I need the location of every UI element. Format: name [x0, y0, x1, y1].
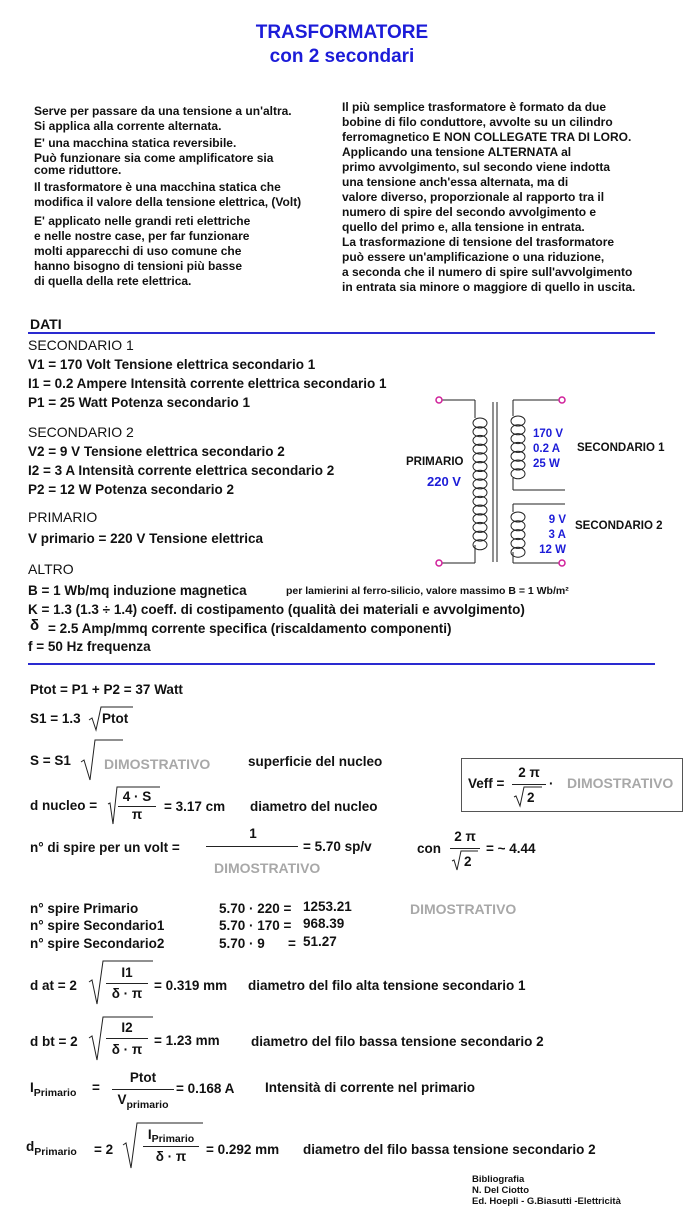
dat-result: = 0.319 mm: [154, 978, 228, 993]
fraction-bar: [512, 784, 546, 785]
intro-line: Applicando una tensione ALTERNATA al: [342, 145, 572, 159]
veff-dot: ·: [549, 776, 554, 791]
value: 3 A: [548, 529, 566, 541]
diagram-primario-voltage: 220 V: [427, 474, 461, 489]
diagram-sec1-label: SECONDARIO 1: [577, 442, 665, 454]
dati-heading: DATI: [30, 316, 62, 332]
ip-lhs-sub: Primario: [33, 1087, 77, 1099]
fraction-bar: [106, 1038, 148, 1039]
intro-line: come riduttore.: [34, 163, 122, 177]
intro-line: Serve per passare da una tensione a un'altra.: [34, 104, 292, 118]
data-line: P2 = 12 W Potenza secondario 2: [28, 482, 234, 497]
spire-value: 968.39: [303, 916, 345, 931]
spire-label: n° spire Secondario1: [30, 918, 165, 933]
secondario2-heading: SECONDARIO 2: [28, 424, 134, 440]
diagram-sec2-label: SECONDARIO 2: [575, 520, 663, 532]
con-numerator: 2 π: [454, 829, 476, 844]
dp-eq: = 2: [94, 1142, 114, 1157]
demo-label: DIMOSTRATIVO: [567, 775, 674, 791]
dp-num-main: I: [147, 1127, 152, 1142]
intro-line: valore diverso, proporzionale al rapporto tra il: [342, 190, 605, 204]
s-formula: S = S1: [30, 753, 71, 768]
demo-label: DIMOSTRATIVO: [410, 901, 517, 917]
intro-line: primo avvolgimento, sul secondo viene indotta: [342, 160, 611, 174]
spv-result: = 5.70 sp/v: [303, 839, 372, 854]
data-line: I2 = 3 A Intensità corrente elettrica secondario 2: [28, 463, 335, 478]
intro-right: [342, 100, 635, 295]
intro-line: può essere un'amplificazione o una riduzione,: [342, 250, 605, 264]
ip-den-sub: primario: [126, 1099, 169, 1111]
fraction-bar: [106, 983, 148, 984]
ip-eq: =: [92, 1080, 100, 1095]
page-title: TRASFORMATORE: [255, 22, 429, 43]
spire-eq: =: [288, 936, 296, 951]
s1-radicand: Ptot: [102, 711, 129, 726]
intro-line: Si applica alla corrente alternata.: [34, 119, 222, 133]
dbt-denominator: δ · π: [111, 1042, 143, 1057]
bib-line: N. Del Ciotto: [472, 1185, 529, 1196]
data-line: f = 50 Hz frequenza: [28, 639, 151, 654]
s1-formula: S1 = 1.3: [30, 711, 81, 726]
intro-line: di quella della rete elettrica.: [34, 274, 192, 288]
secondario1-heading: SECONDARIO 1: [28, 337, 134, 353]
intro-line: a seconda che il numero di spire sull'avvolgimento: [342, 265, 633, 279]
ip-description: Intensità di corrente nel primario: [265, 1080, 476, 1095]
spire-label: n° spire Primario: [30, 901, 139, 916]
demo-label: DIMOSTRATIVO: [104, 756, 211, 772]
spire-expr: 5.70 · 9: [219, 936, 265, 951]
veff-denominator: 2: [527, 790, 535, 805]
spire-expr: 5.70 · 220 =: [219, 901, 292, 916]
intro-line: una tensione anch'essa alternata, ma di: [342, 175, 569, 189]
dat-denominator: δ · π: [111, 986, 143, 1001]
terminal-icon: [559, 560, 565, 566]
dnucleo-denominator: π: [131, 807, 143, 822]
intro-line: Il trasformatore è una macchina statica che: [34, 180, 281, 194]
dbt-lhs: d bt = 2: [30, 1034, 78, 1049]
diagram-sec2-values: [536, 513, 566, 558]
value: 9 V: [548, 514, 566, 526]
diagram-primario-label: PRIMARIO: [406, 456, 464, 468]
divider: [28, 663, 655, 665]
page-subtitle: con 2 secondari: [269, 46, 415, 67]
ip-numerator: Ptot: [129, 1070, 157, 1085]
demo-label: DIMOSTRATIVO: [214, 860, 321, 876]
intro-line: numero di spire del secondo avvolgimento e: [342, 205, 597, 219]
intro-line: E' una macchina statica reversibile.: [34, 136, 237, 150]
con-denominator: 2: [464, 854, 472, 869]
diagram-sec1-values: [533, 427, 563, 472]
data-note: per lamierini al ferro-silicio, valore massimo B = 1 Wb/m²: [286, 585, 569, 597]
intro-line: Può funzionare sia come amplificatore sia: [34, 151, 274, 165]
dat-description: diametro del filo alta tensione secondario 1: [248, 978, 526, 993]
terminal-icon: [436, 560, 442, 566]
intro-line: E' applicato nelle grandi reti elettriche: [34, 214, 251, 228]
altro-heading: ALTRO: [28, 561, 74, 577]
ip-lhs-main: I: [30, 1080, 34, 1095]
dat-lhs: d at = 2: [30, 978, 77, 993]
intro-line: quello del primo e, alla tensione in entrata.: [342, 220, 585, 234]
bib-line: Ed. Hoepli - G.Biasutti -Elettricità: [472, 1196, 621, 1207]
dp-result: = 0.292 mm: [206, 1142, 280, 1157]
dnucleo-result: = 3.17 cm: [164, 799, 226, 814]
intro-line: e nelle nostre case, per far funzionare: [34, 229, 250, 243]
intro-line: ferromagnetico E NON COLLEGATE TRA DI LORO.: [342, 130, 632, 144]
spire-expr: 5.70 · 170 =: [219, 918, 292, 933]
spv-numerator: 1: [249, 826, 257, 841]
intro-line: Il più semplice trasformatore è formato da due: [342, 100, 607, 114]
ptot-formula: Ptot = P1 + P2 = 37 Watt: [30, 682, 183, 697]
data-line: V2 = 9 V Tensione elettrica secondario 2: [28, 444, 285, 459]
intro-left: [34, 104, 301, 289]
intro-line: hanno bisogno di tensioni più basse: [34, 259, 243, 273]
value: 0.2 A: [533, 443, 561, 455]
dnucleo-description: diametro del nucleo: [250, 799, 378, 814]
dp-numerator: [143, 1127, 199, 1145]
bib-line: Bibliografia: [472, 1174, 525, 1185]
dp-description: diametro del filo bassa tensione secondario 2: [303, 1142, 596, 1157]
data-line: V1 = 170 Volt Tensione elettrica secondario 1: [28, 357, 316, 372]
dp-denominator: δ · π: [155, 1149, 187, 1164]
dp-num-sub: Primario: [151, 1133, 195, 1145]
spire-value: 51.27: [303, 934, 337, 949]
ip-lhs: [30, 1080, 76, 1099]
intro-line: molti apparecchi di uso comune che: [34, 244, 242, 258]
fraction-bar: [206, 846, 298, 847]
intro-line: modifica il valore della tensione elettrica, (Volt): [34, 195, 302, 209]
value: 12 W: [539, 544, 566, 556]
ip-den-main: V: [117, 1092, 127, 1107]
spire-value: 1253.21: [303, 899, 352, 914]
data-line: V primario = 220 V Tensione elettrica: [28, 531, 263, 546]
fraction-bar: [112, 1089, 174, 1090]
dp-lhs-main: d: [26, 1139, 35, 1154]
dp-lhs-sub: Primario: [34, 1146, 77, 1158]
dnucleo-numerator: 4 · S: [122, 789, 152, 804]
fraction-bar: [450, 848, 480, 849]
terminal-icon: [436, 397, 442, 403]
ip-result: = 0.168 A: [176, 1081, 235, 1096]
intro-line: in entrata sia minore o maggiore di quello in uscita.: [342, 280, 636, 294]
dbt-numerator: I2: [121, 1020, 133, 1035]
spire-label: n° spire Secondario2: [30, 936, 165, 951]
spv-lhs: n° di spire per un volt =: [30, 840, 180, 855]
s-description: superficie del nucleo: [248, 754, 383, 769]
terminal-icon: [559, 397, 565, 403]
data-line: B = 1 Wb/mq induzione magnetica: [28, 583, 247, 598]
dbt-result: = 1.23 mm: [154, 1033, 220, 1048]
intro-line: bobine di filo conduttore, avvolte su un cilindro: [342, 115, 613, 129]
intro-line: La trasformazione di tensione del trasformatore: [342, 235, 615, 249]
veff-numerator: 2 π: [518, 765, 540, 780]
primario-heading: PRIMARIO: [28, 509, 98, 525]
con-label: con: [417, 841, 442, 856]
veff-lhs: Veff =: [468, 776, 505, 791]
data-line: I1 = 0.2 Ampere Intensità corrente elettrica secondario 1: [28, 376, 387, 391]
dp-lhs: [26, 1139, 77, 1158]
value: 170 V: [533, 428, 564, 440]
dbt-description: diametro del filo bassa tensione secondario 2: [251, 1034, 544, 1049]
con-result: = ~ 4.44: [486, 841, 536, 856]
dat-numerator: I1: [121, 965, 133, 980]
bibliografia: [472, 1174, 621, 1207]
fraction-bar: [143, 1146, 199, 1147]
data-line: P1 = 25 Watt Potenza secondario 1: [28, 395, 250, 410]
dnucleo-lhs: d nucleo =: [30, 798, 98, 813]
data-line: K = 1.3 (1.3 ÷ 1.4) coeff. di costipamento (qualità dei materiali e avvolgimento): [28, 602, 525, 617]
divider: [28, 332, 655, 334]
data-line: = 2.5 Amp/mmq corrente specifica (riscaldamento componenti): [48, 621, 452, 636]
delta-symbol: δ: [30, 617, 40, 634]
value: 25 W: [533, 458, 560, 470]
ip-denominator: [112, 1092, 174, 1111]
